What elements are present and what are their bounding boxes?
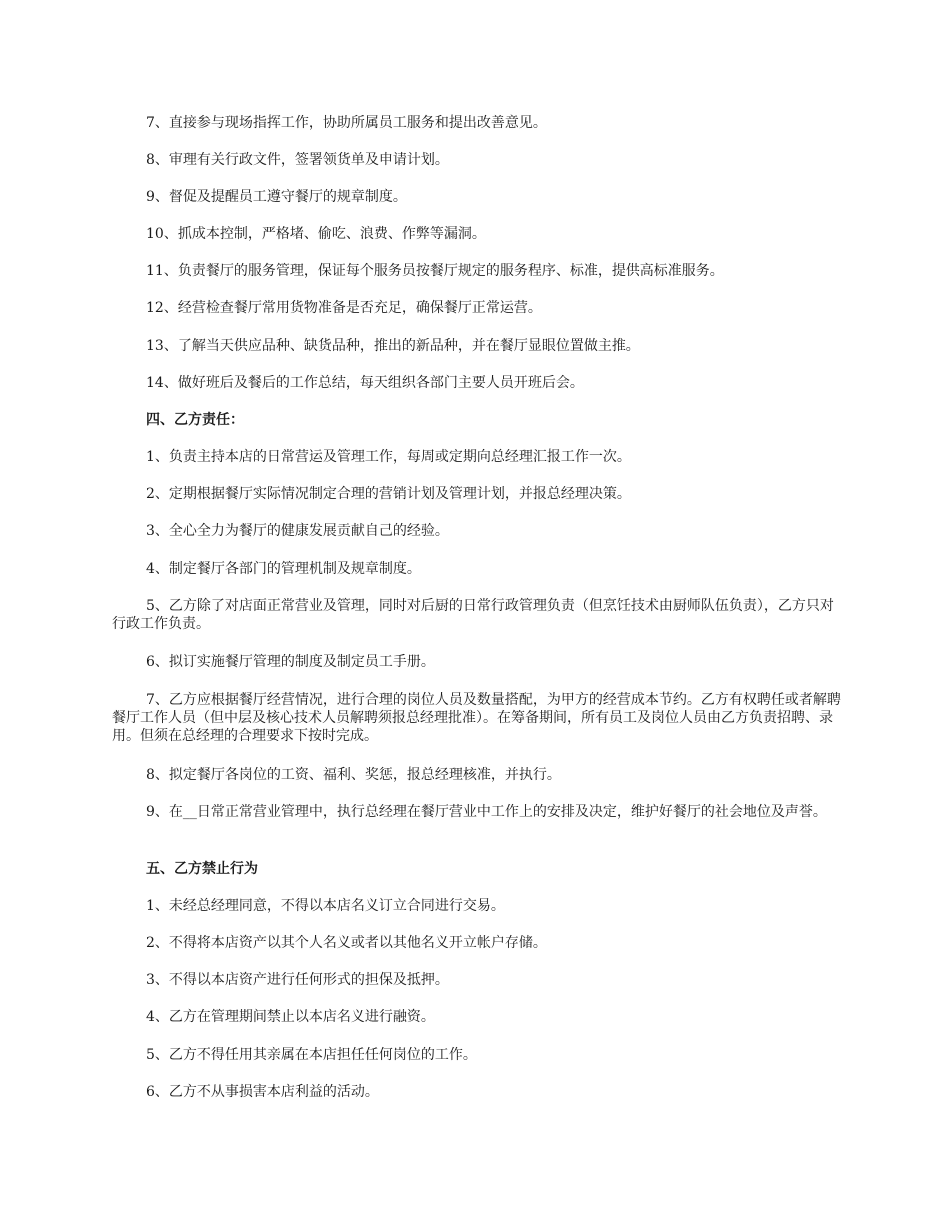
responsibility-item-4: 4、制定餐厅各部门的管理机制及规章制度。 [146,561,421,577]
duty-item-10: 10、抓成本控制，严格堵、偷吃、浪费、作弊等漏洞。 [146,226,486,242]
prohibition-item-4: 4、乙方在管理期间禁止以本店名义进行融资。 [146,1009,435,1025]
prohibition-item-6: 6、乙方不从事损害本店利益的活动。 [146,1084,379,1100]
section-heading-5: 五、乙方禁止行为 [146,861,258,877]
responsibility-item-6: 6、拟订实施餐厅管理的制度及制定员工手册。 [146,654,435,670]
responsibility-item-2: 2、定期根据餐厅实际情况制定合理的营销计划及管理计划，并报总经理决策。 [146,486,631,502]
prohibition-item-3: 3、不得以本店资产进行任何形式的担保及抵押。 [146,972,449,988]
responsibility-item-1: 1、负责主持本店的日常营运及管理工作，每周或定期向总经理汇报工作一次。 [146,449,631,465]
responsibility-item-3: 3、全心全力为餐厅的健康发展贡献自己的经验。 [146,523,449,539]
duty-item-14: 14、做好班后及餐后的工作总结，每天组织各部门主要人员开班后会。 [146,375,584,391]
duty-item-9: 9、督促及提醒员工遵守餐厅的规章制度。 [146,189,407,205]
duty-item-11: 11、负责餐厅的服务管理，保证每个服务员按餐厅规定的服务程序、标准，提供高标准服务。 [146,263,724,279]
responsibility-item-8: 8、拟定餐厅各岗位的工资、福利、奖惩，报总经理核准，并执行。 [146,767,561,783]
responsibility-item-5: 5、乙方除了对店面正常营业及管理，同时对后厨的日常行政管理负责（但烹饪技术由厨师队伍负责），乙方只对行政工作负责。 [112,598,834,632]
section-heading-4: 四、乙方责任： [146,412,244,428]
responsibility-item-9: 9、在__日常正常营业管理中，执行总经理在餐厅营业中工作上的安排及决定，维护好餐厅的社会地位及声誉。 [146,804,827,820]
duty-item-12: 12、经营检查餐厅常用货物准备是否充足，确保餐厅正常运营。 [146,300,542,316]
prohibition-item-2: 2、不得将本店资产以其个人名义或者以其他名义开立帐户存储。 [146,935,547,951]
duty-item-7: 7、直接参与现场指挥工作，协助所属员工服务和提出改善意见。 [146,115,547,131]
duty-item-13: 13、了解当天供应品种、缺货品种，推出的新品种，并在餐厅显眼位置做主推。 [146,338,640,354]
prohibition-item-1: 1、未经总经理同意，不得以本店名义订立合同进行交易。 [146,898,505,914]
prohibition-item-5: 5、乙方不得任用其亲属在本店担任任何岗位的工作。 [146,1047,477,1063]
duty-item-8: 8、审理有关行政文件，签署领货单及申请计划。 [146,152,449,168]
responsibility-item-7: 7、乙方应根据餐厅经营情况，进行合理的岗位人员及数量搭配，为甲方的经营成本节约。乙方有权聘任或者解聘餐厅工作人员（但中层及核心技术人员解聘须报总经理批准）。在筹备期间，所有员工及岗位人员由乙方负责招聘、录用。但须在总经理的合理要求下按时完成。 [112,692,841,744]
